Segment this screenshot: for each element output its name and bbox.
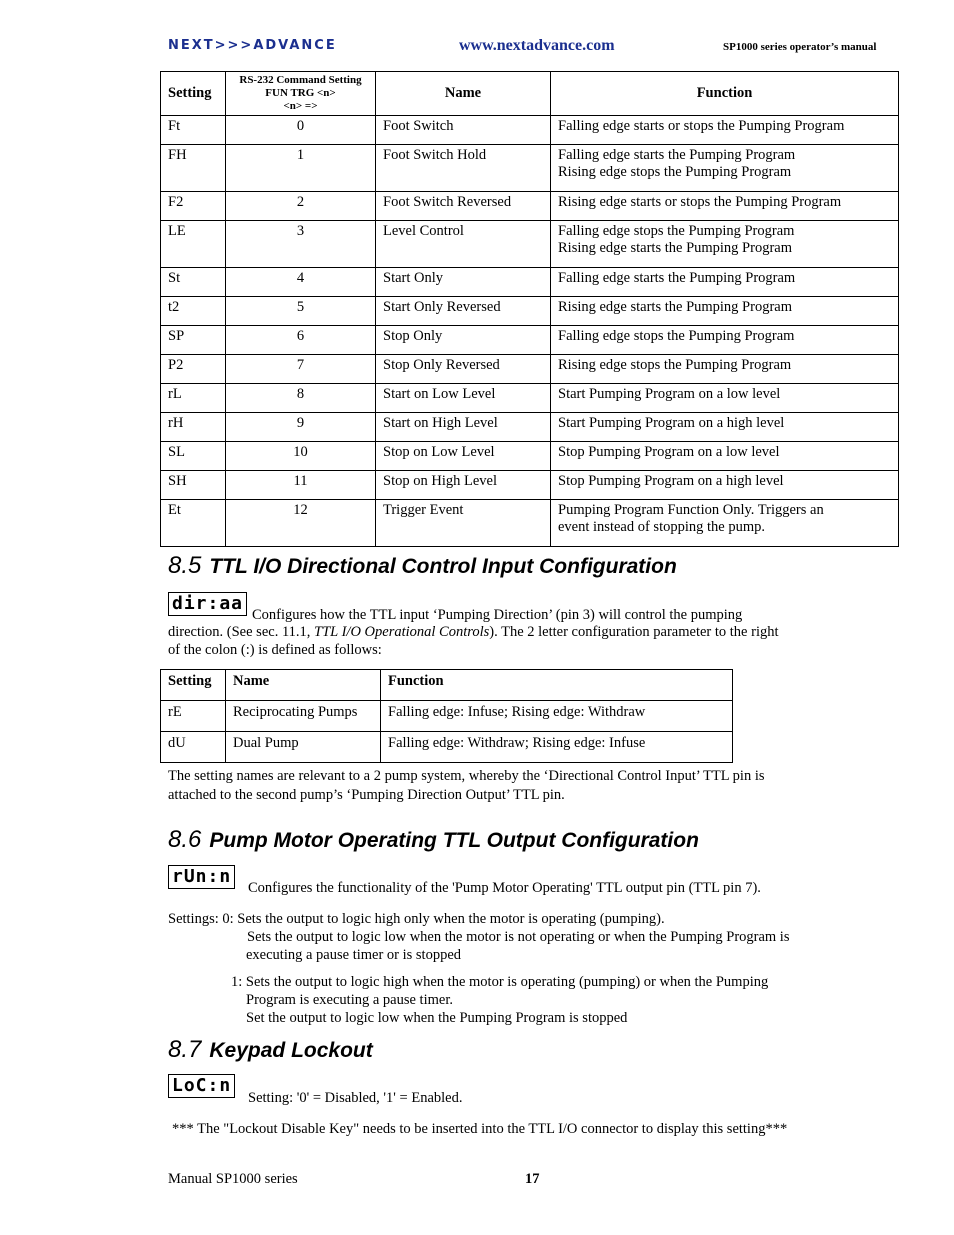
- cell-command-value: 5: [226, 297, 376, 326]
- cell-setting: LE: [161, 221, 226, 268]
- table-row: [161, 221, 899, 268]
- cell-function: [551, 297, 899, 326]
- cell-function: [551, 326, 899, 355]
- cell-setting: rH: [161, 413, 226, 442]
- section-number: 8.5: [168, 552, 202, 579]
- cell-setting: SL: [161, 442, 226, 471]
- header-command: [226, 72, 376, 116]
- company-logo: NEXT>>>ADVANCE: [168, 38, 337, 53]
- cell-name: Foot Switch: [376, 116, 551, 145]
- function-line: Rising edge stops the Pumping Program: [558, 357, 792, 373]
- setting-1-line3: Set the output to logic low when the Pumping Program is stopped: [246, 1010, 628, 1026]
- section-8-6-intro: Configures the functionality of the 'Pump Motor Operating' TTL output pin (TTL pin 7).: [248, 880, 761, 896]
- table-row: [161, 732, 733, 763]
- function-line: event instead of stopping the pump.: [558, 519, 765, 535]
- website-link[interactable]: www.nextadvance.com: [459, 37, 615, 54]
- setting-1-line1: 1: Sets the output to logic high when the motor is operating (pumping) or when the Pumping: [231, 974, 769, 990]
- section-title: Pump Motor Operating TTL Output Configuration: [209, 829, 699, 852]
- cell-name: Start Only Reversed: [376, 297, 551, 326]
- cell-function: Falling edge: Withdraw; Rising edge: Infuse: [381, 732, 733, 763]
- cell-command-value: 8: [226, 384, 376, 413]
- cell-name: Dual Pump: [226, 732, 381, 763]
- cell-command-value: 1: [226, 145, 376, 192]
- cell-setting: SH: [161, 471, 226, 500]
- cell-setting: FH: [161, 145, 226, 192]
- function-line: Start Pumping Program on a low level: [558, 386, 781, 402]
- table-row: [161, 384, 899, 413]
- cell-setting: rE: [161, 701, 226, 732]
- table-row: [161, 355, 899, 384]
- cell-command-value: 3: [226, 221, 376, 268]
- function-line: Start Pumping Program on a high level: [558, 415, 785, 431]
- section-8-5-line3: of the colon (:) is defined as follows:: [168, 642, 382, 658]
- section-8-5-note-line1: The setting names are relevant to a 2 pump system, whereby the ‘Directional Control Input’ TTL pin is: [168, 768, 765, 784]
- table-row: [161, 192, 899, 221]
- section-title: Keypad Lockout: [209, 1039, 373, 1062]
- section-8-7-setting: Setting: '0' = Disabled, '1' = Enabled.: [248, 1090, 463, 1106]
- cell-function: Falling edge: Infuse; Rising edge: Withdraw: [381, 701, 733, 732]
- cell-function: [551, 192, 899, 221]
- header-setting: Setting: [161, 670, 226, 701]
- table-row: [161, 297, 899, 326]
- table-row: [161, 442, 899, 471]
- section-8-7-heading: [168, 1036, 373, 1064]
- cell-setting: t2: [161, 297, 226, 326]
- function-line: Stop Pumping Program on a low level: [558, 444, 780, 460]
- lcd-display-run: rUn:n: [168, 865, 235, 889]
- function-line: Stop Pumping Program on a high level: [558, 473, 784, 489]
- cell-command-value: 9: [226, 413, 376, 442]
- section-8-5-intro: Configures how the TTL input ‘Pumping Direction’ (pin 3) will control the pumping: [252, 607, 743, 623]
- header-function: Function: [551, 72, 899, 116]
- section-number: 8.7: [168, 1036, 202, 1063]
- section-number: 8.6: [168, 826, 202, 853]
- cell-function: [551, 500, 899, 547]
- cell-name: Stop Only: [376, 326, 551, 355]
- function-line: Rising edge starts the Pumping Program: [558, 240, 792, 256]
- cell-function: [551, 268, 899, 297]
- cell-function: [551, 442, 899, 471]
- function-line: Rising edge starts the Pumping Program: [558, 299, 792, 315]
- setting-1-line2: Program is executing a pause timer.: [246, 992, 453, 1008]
- header-setting: Setting: [161, 72, 226, 116]
- header-command-line1: RS-232 Command Setting: [239, 74, 362, 86]
- table-row: [161, 413, 899, 442]
- cell-name: Foot Switch Hold: [376, 145, 551, 192]
- function-line: Falling edge starts the Pumping Program: [558, 270, 796, 286]
- table-row: [161, 471, 899, 500]
- cell-name: Trigger Event: [376, 500, 551, 547]
- header-function: Function: [381, 670, 733, 701]
- trigger-table: [160, 71, 899, 547]
- cell-setting: dU: [161, 732, 226, 763]
- section-8-6-heading: [168, 826, 699, 854]
- table-row: [161, 326, 899, 355]
- header-command-line3: <n> =>: [283, 100, 318, 112]
- section-title: TTL I/O Directional Control Input Configuration: [209, 555, 677, 578]
- setting-0-line3: executing a pause timer or is stopped: [246, 947, 462, 963]
- cell-name: Reciprocating Pumps: [226, 701, 381, 732]
- table-row: [161, 268, 899, 297]
- cell-command-value: 11: [226, 471, 376, 500]
- cell-command-value: 0: [226, 116, 376, 145]
- direction-table: [160, 669, 733, 763]
- lcd-display-dir: dir:aa: [168, 592, 247, 616]
- table-row: [161, 701, 733, 732]
- cell-command-value: 7: [226, 355, 376, 384]
- cell-function: [551, 116, 899, 145]
- cell-command-value: 6: [226, 326, 376, 355]
- table-row: [161, 145, 899, 192]
- cell-function: [551, 413, 899, 442]
- header-name: Name: [226, 670, 381, 701]
- cell-function: [551, 384, 899, 413]
- cell-name: Start on Low Level: [376, 384, 551, 413]
- cell-name: Stop Only Reversed: [376, 355, 551, 384]
- page-number: 17: [525, 1171, 540, 1187]
- function-line: Pumping Program Function Only. Triggers an: [558, 502, 824, 518]
- cell-setting: P2: [161, 355, 226, 384]
- cell-name: Start Only: [376, 268, 551, 297]
- text-span: direction. (See sec. 11.1,: [168, 624, 315, 640]
- cell-command-value: 4: [226, 268, 376, 297]
- function-line: Rising edge stops the Pumping Program: [558, 164, 792, 180]
- lcd-display-lock: LoC:n: [168, 1074, 235, 1098]
- cell-name: Stop on High Level: [376, 471, 551, 500]
- cell-command-value: 12: [226, 500, 376, 547]
- cell-setting: Ft: [161, 116, 226, 145]
- cell-setting: SP: [161, 326, 226, 355]
- table-row: [161, 500, 899, 547]
- function-line: Rising edge starts or stops the Pumping Program: [558, 194, 842, 210]
- section-reference: TTL I/O Operational Controls: [314, 624, 490, 640]
- section-8-5-note-line2: attached to the second pump’s ‘Pumping Direction Output’ TTL pin.: [168, 787, 565, 803]
- table-row: [161, 116, 899, 145]
- cell-setting: St: [161, 268, 226, 297]
- function-line: Falling edge starts or stops the Pumping Program: [558, 118, 845, 134]
- cell-function: [551, 471, 899, 500]
- manual-title: SP1000 series operator’s manual: [723, 41, 877, 53]
- cell-name: Level Control: [376, 221, 551, 268]
- header-name: Name: [376, 72, 551, 116]
- cell-command-value: 10: [226, 442, 376, 471]
- cell-setting: rL: [161, 384, 226, 413]
- cell-function: [551, 145, 899, 192]
- cell-setting: Et: [161, 500, 226, 547]
- function-line: Falling edge stops the Pumping Program: [558, 223, 795, 239]
- function-line: Falling edge starts the Pumping Program: [558, 147, 796, 163]
- footer-manual: Manual SP1000 series: [168, 1171, 298, 1187]
- setting-0-line2: Sets the output to logic low when the motor is not operating or when the Pumping Program is: [247, 929, 790, 945]
- header-command-line2: FUN TRG <n>: [265, 87, 336, 99]
- cell-setting: F2: [161, 192, 226, 221]
- section-8-5-heading: [168, 552, 677, 580]
- cell-name: Start on High Level: [376, 413, 551, 442]
- cell-name: Foot Switch Reversed: [376, 192, 551, 221]
- text-span: ). The 2 letter configuration parameter to the right: [489, 624, 779, 640]
- function-line: Falling edge stops the Pumping Program: [558, 328, 795, 344]
- section-8-7-note: *** The "Lockout Disable Key" needs to be inserted into the TTL I/O connector to display this setting***: [172, 1121, 788, 1137]
- section-8-5-line2: [168, 623, 779, 641]
- setting-0-line1: Settings: 0: Sets the output to logic high only when the motor is operating (pumping).: [168, 911, 665, 927]
- cell-name: Stop on Low Level: [376, 442, 551, 471]
- cell-function: [551, 355, 899, 384]
- cell-function: [551, 221, 899, 268]
- cell-command-value: 2: [226, 192, 376, 221]
